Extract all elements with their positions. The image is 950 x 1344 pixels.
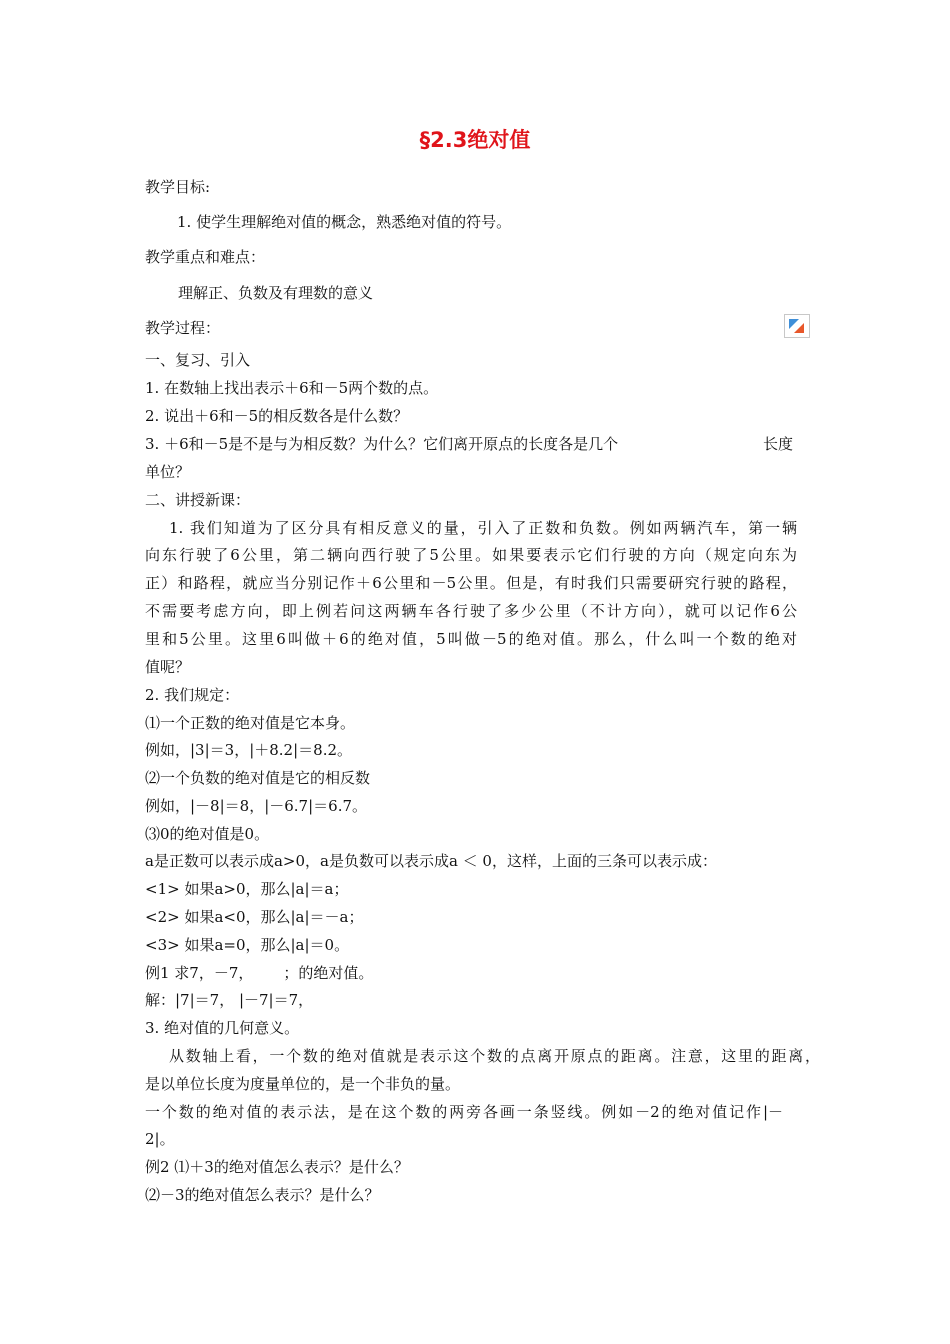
example-1-tail: ；的绝对值。 [283, 964, 374, 982]
example-1-text: 例1 求7，－7， [145, 964, 254, 982]
paragraph-line: 1. 我们知道为了区分具有相反意义的量，引入了正数和负数。例如两辆汽车，第一辆 [169, 519, 797, 537]
paragraph-line: 不需要考虑方向，即上例若问这两辆车各行驶了多少公里（不计方向），就可以记作6公 [145, 602, 797, 620]
review-item-3-cont: 单位？ [145, 463, 191, 481]
geometric-heading: 3. 绝对值的几何意义。 [145, 1019, 300, 1037]
goal-heading: 教学目标: [145, 178, 211, 196]
rule-1: ⑴一个正数的绝对值是它本身。 [145, 714, 356, 732]
process-heading: 教学过程： [145, 319, 221, 337]
case-3: <3> 如果a=0，那么|a|＝0。 [145, 936, 350, 954]
paragraph-line: 向东行驶了6公里，第二辆向西行驶了5公里。如果要表示它们行驶的方向（规定向东为 [145, 546, 797, 564]
review-heading: 一、复习、引入 [145, 351, 251, 369]
review-item-3-tail: 长度 [763, 435, 794, 453]
key-text: 理解正、负数及有理数的意义 [178, 284, 374, 302]
rule-2-example: 例如，|－8|＝8，|－6.7|＝6.7。 [145, 797, 368, 815]
new-lesson-heading: 二、讲授新课： [145, 491, 251, 509]
rule-heading: 2. 我们规定： [145, 686, 240, 704]
paragraph-line: 从数轴上看，一个数的绝对值就是表示这个数的点离开原点的距离。注意，这里的距离， [169, 1047, 820, 1065]
review-item-2: 2. 说出＋6和－5的相反数各是什么数？ [145, 407, 409, 425]
page-title: §2.3绝对值 [419, 128, 531, 152]
review-item-3 [145, 434, 703, 454]
summary-line: a是正数可以表示成a>0，a是负数可以表示成a ＜ 0，这样，上面的三条可以表示成： [145, 852, 717, 870]
case-2: <2> 如果a<0，那么|a|＝－a； [145, 908, 364, 926]
broken-image-icon [784, 314, 810, 338]
paragraph-line: 是以单位长度为度量单位的，是一个非负的量。 [145, 1075, 461, 1093]
example-2-item-1: 例2 ⑴＋3的绝对值怎么表示？是什么？ [145, 1158, 409, 1176]
example-1 [145, 963, 373, 983]
rule-1-example: 例如，|3|＝3，|＋8.2|＝8.2。 [145, 741, 353, 759]
rule-2: ⑵一个负数的绝对值是它的相反数 [145, 769, 371, 787]
case-1: <1> 如果a>0，那么|a|＝a； [145, 880, 349, 898]
rule-3: ⑶0的绝对值是0。 [145, 825, 270, 843]
example-2-item-2: ⑵－3的绝对值怎么表示？是什么？ [145, 1186, 380, 1204]
paragraph-line: 值呢？ [145, 658, 191, 676]
review-item-1: 1. 在数轴上找出表示＋6和－5两个数的点。 [145, 379, 439, 397]
paragraph-line: 里和5公里。这里6叫做＋6的绝对值，5叫做－5的绝对值。那么，什么叫一个数的绝对 [145, 630, 797, 648]
paragraph-line: 正）和路程，就应当分别记作＋6公里和－5公里。但是，有时我们只需要研究行驶的路程， [145, 574, 797, 592]
key-heading: 教学重点和难点： [145, 248, 266, 266]
review-item-3-text: 3. ＋6和－5是不是与为相反数？为什么？它们离开原点的长度各是几个 [145, 435, 619, 453]
paragraph-line: 2|。 [145, 1130, 175, 1148]
goal-item-1: 1. 使学生理解绝对值的概念，熟悉绝对值的符号。 [177, 213, 512, 231]
paragraph-line: 一个数的绝对值的表示法，是在这个数的两旁各画一条竖线。例如－2的绝对值记作|－ [145, 1103, 783, 1121]
example-1-solution: 解：|7|＝7， |－7|＝7， [145, 991, 314, 1009]
